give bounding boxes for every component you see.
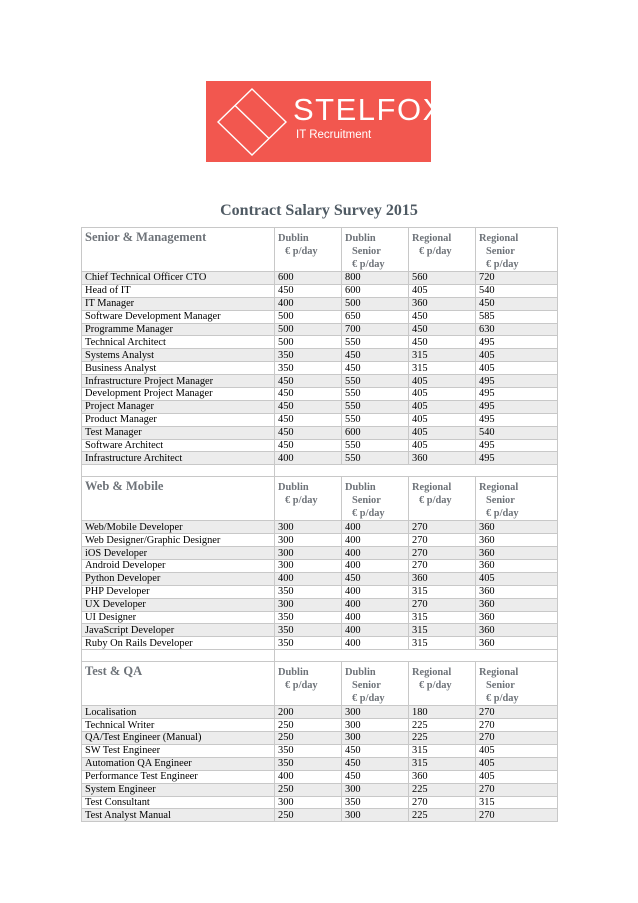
rate-dublin-senior: 300: [342, 732, 409, 745]
logo-tagline: IT Recruitment: [296, 129, 372, 141]
rate-dublin: 450: [275, 426, 342, 439]
column-header-line: Dublin: [345, 667, 376, 679]
role-name: Performance Test Engineer: [82, 770, 275, 783]
role-name: Test Consultant: [82, 796, 275, 809]
role-name: iOS Developer: [82, 547, 275, 560]
rate-regional: 360: [409, 770, 476, 783]
rate-regional-senior: 495: [476, 388, 558, 401]
rate-dublin: 250: [275, 783, 342, 796]
rate-dublin: 400: [275, 770, 342, 783]
column-header-line: Regional: [412, 233, 452, 244]
role-name: UX Developer: [82, 598, 275, 611]
rate-regional: 270: [409, 560, 476, 573]
column-header-regional-senior: [476, 662, 558, 706]
column-header-line: Dublin: [278, 482, 309, 494]
table-row: [82, 757, 558, 770]
rate-dublin: 200: [275, 706, 342, 719]
rate-dublin: 300: [275, 547, 342, 560]
rate-regional-senior: 360: [476, 521, 558, 534]
table-row: [82, 706, 558, 719]
rate-dublin-senior: 550: [342, 336, 409, 349]
role-name: JavaScript Developer: [82, 624, 275, 637]
table-row: [82, 637, 558, 650]
table-row: [82, 439, 558, 452]
role-name: Head of IT: [82, 284, 275, 297]
table-row: [82, 400, 558, 413]
column-header-line: € p/day: [352, 259, 385, 270]
table-row: [82, 375, 558, 388]
rate-dublin-senior: 700: [342, 323, 409, 336]
rate-dublin: 350: [275, 611, 342, 624]
rate-dublin-senior: 350: [342, 796, 409, 809]
role-name: Software Architect: [82, 439, 275, 452]
rate-dublin-senior: 300: [342, 783, 409, 796]
role-name: Software Development Manager: [82, 310, 275, 323]
rate-regional-senior: 540: [476, 284, 558, 297]
rate-dublin: 400: [275, 297, 342, 310]
rate-regional: 405: [409, 284, 476, 297]
rate-regional-senior: 495: [476, 439, 558, 452]
rate-dublin-senior: 400: [342, 598, 409, 611]
column-header-line: € p/day: [352, 508, 385, 520]
column-header-line: Regional: [412, 482, 452, 494]
role-name: System Engineer: [82, 783, 275, 796]
section-header-row: [82, 662, 558, 706]
rate-regional: 405: [409, 375, 476, 388]
table-row: [82, 809, 558, 822]
diamond-logo-icon: [216, 87, 288, 157]
rate-regional-senior: 720: [476, 272, 558, 285]
rate-regional-senior: 360: [476, 637, 558, 650]
rate-regional: 315: [409, 624, 476, 637]
rate-dublin: 450: [275, 413, 342, 426]
column-header-regional: [409, 662, 476, 706]
table-row: [82, 719, 558, 732]
rate-regional-senior: 405: [476, 572, 558, 585]
rate-regional-senior: 495: [476, 375, 558, 388]
rate-dublin-senior: 550: [342, 452, 409, 465]
table-row: [82, 611, 558, 624]
table-row: [82, 452, 558, 465]
rate-dublin: 300: [275, 560, 342, 573]
column-header-dublin: [275, 228, 342, 272]
logo-name: STELFOX: [293, 92, 445, 127]
rate-dublin: 250: [275, 732, 342, 745]
column-header-dublin: [275, 662, 342, 706]
table-row: [82, 534, 558, 547]
rate-dublin: 450: [275, 388, 342, 401]
column-header-line: Regional: [479, 482, 519, 494]
rate-dublin: 500: [275, 323, 342, 336]
rate-dublin-senior: 450: [342, 770, 409, 783]
rate-regional: 180: [409, 706, 476, 719]
section-title: Test & QA: [82, 662, 275, 706]
rate-dublin-senior: 450: [342, 757, 409, 770]
rate-regional-senior: 270: [476, 809, 558, 822]
column-header-regional: [409, 228, 476, 272]
column-header-dublin-senior: [342, 477, 409, 521]
role-name: Infrastructure Architect: [82, 452, 275, 465]
rate-dublin-senior: 400: [342, 534, 409, 547]
rate-regional-senior: 360: [476, 547, 558, 560]
role-name: SW Test Engineer: [82, 744, 275, 757]
column-header-line: Senior: [486, 246, 515, 257]
column-header-dublin-senior: [342, 662, 409, 706]
table-row: [82, 349, 558, 362]
rate-dublin: 250: [275, 809, 342, 822]
rate-regional: 405: [409, 439, 476, 452]
rate-regional: 315: [409, 349, 476, 362]
rate-dublin: 450: [275, 284, 342, 297]
rate-regional: 450: [409, 323, 476, 336]
rate-dublin: 350: [275, 624, 342, 637]
rate-regional: 405: [409, 426, 476, 439]
column-header-line: € p/day: [285, 246, 318, 257]
role-name: Android Developer: [82, 560, 275, 573]
role-name: Test Analyst Manual: [82, 809, 275, 822]
rate-dublin: 350: [275, 362, 342, 375]
rate-dublin: 350: [275, 349, 342, 362]
rate-regional-senior: 360: [476, 585, 558, 598]
table-row: [82, 770, 558, 783]
rate-regional: 450: [409, 336, 476, 349]
spacer-cell: [82, 650, 275, 662]
rate-regional: 315: [409, 637, 476, 650]
rate-regional-senior: 270: [476, 719, 558, 732]
column-header-line: € p/day: [419, 680, 452, 692]
rate-dublin: 300: [275, 521, 342, 534]
rate-dublin-senior: 300: [342, 719, 409, 732]
rate-dublin: 300: [275, 534, 342, 547]
rate-dublin-senior: 450: [342, 362, 409, 375]
rate-regional-senior: 360: [476, 598, 558, 611]
rate-regional-senior: 405: [476, 744, 558, 757]
rate-regional-senior: 405: [476, 757, 558, 770]
rate-regional: 315: [409, 757, 476, 770]
role-name: QA/Test Engineer (Manual): [82, 732, 275, 745]
role-name: IT Manager: [82, 297, 275, 310]
column-header-line: Senior: [352, 495, 381, 507]
column-header-line: € p/day: [352, 693, 385, 705]
rate-regional: 225: [409, 809, 476, 822]
column-header-line: Senior: [352, 680, 381, 692]
table-row: [82, 323, 558, 336]
rate-regional-senior: 495: [476, 400, 558, 413]
table-row: [82, 547, 558, 560]
rate-dublin-senior: 300: [342, 706, 409, 719]
rate-regional: 225: [409, 732, 476, 745]
table-row: [82, 732, 558, 745]
rate-regional: 315: [409, 362, 476, 375]
rate-dublin-senior: 400: [342, 521, 409, 534]
table-row: [82, 744, 558, 757]
role-name: Business Analyst: [82, 362, 275, 375]
rate-dublin: 500: [275, 310, 342, 323]
role-name: Systems Analyst: [82, 349, 275, 362]
table-row: [82, 362, 558, 375]
role-name: Technical Writer: [82, 719, 275, 732]
role-name: Web Designer/Graphic Designer: [82, 534, 275, 547]
table-row: [82, 284, 558, 297]
rate-regional: 450: [409, 310, 476, 323]
rate-dublin: 400: [275, 452, 342, 465]
rate-regional-senior: 270: [476, 706, 558, 719]
rate-regional: 270: [409, 547, 476, 560]
role-name: Test Manager: [82, 426, 275, 439]
rate-regional: 315: [409, 744, 476, 757]
column-header-line: € p/day: [486, 259, 519, 270]
column-header-dublin-senior: [342, 228, 409, 272]
rate-regional: 360: [409, 297, 476, 310]
rate-dublin-senior: 550: [342, 400, 409, 413]
column-header-line: Regional: [479, 233, 519, 244]
rate-regional: 360: [409, 452, 476, 465]
rate-dublin: 450: [275, 400, 342, 413]
table-row: [82, 426, 558, 439]
rate-regional-senior: 405: [476, 349, 558, 362]
rate-dublin: 350: [275, 585, 342, 598]
table-row: [82, 272, 558, 285]
rate-dublin-senior: 600: [342, 426, 409, 439]
role-name: Technical Architect: [82, 336, 275, 349]
table-row: [82, 572, 558, 585]
table-row: [82, 413, 558, 426]
rate-dublin: 350: [275, 757, 342, 770]
rate-regional-senior: 270: [476, 783, 558, 796]
salary-table: [81, 227, 558, 822]
rate-dublin-senior: 450: [342, 744, 409, 757]
rate-regional: 270: [409, 598, 476, 611]
rate-regional-senior: 360: [476, 624, 558, 637]
rate-regional-senior: 360: [476, 534, 558, 547]
rate-dublin-senior: 600: [342, 284, 409, 297]
rate-regional: 270: [409, 521, 476, 534]
stelfox-logo: [206, 81, 445, 162]
role-name: Localisation: [82, 706, 275, 719]
table-row: [82, 310, 558, 323]
rate-dublin-senior: 550: [342, 439, 409, 452]
rate-regional: 405: [409, 413, 476, 426]
rate-dublin: 350: [275, 744, 342, 757]
table-row: [82, 585, 558, 598]
column-header-line: Senior: [486, 495, 515, 507]
role-name: Automation QA Engineer: [82, 757, 275, 770]
rate-dublin: 450: [275, 439, 342, 452]
column-header-line: € p/day: [285, 680, 318, 692]
rate-dublin-senior: 400: [342, 585, 409, 598]
rate-dublin: 300: [275, 598, 342, 611]
rate-dublin-senior: 400: [342, 611, 409, 624]
rate-dublin-senior: 400: [342, 560, 409, 573]
rate-dublin-senior: 550: [342, 413, 409, 426]
rate-regional-senior: 270: [476, 732, 558, 745]
rate-dublin: 500: [275, 336, 342, 349]
rate-dublin-senior: 400: [342, 547, 409, 560]
column-header-dublin: [275, 477, 342, 521]
role-name: Infrastructure Project Manager: [82, 375, 275, 388]
role-name: Python Developer: [82, 572, 275, 585]
column-header-line: Dublin: [278, 667, 309, 679]
page-title: Contract Salary Survey 2015: [220, 202, 418, 219]
column-header-line: € p/day: [486, 693, 519, 705]
rate-regional-senior: 450: [476, 297, 558, 310]
column-header-regional-senior: [476, 228, 558, 272]
column-header-regional: [409, 477, 476, 521]
table-row: [82, 598, 558, 611]
rate-dublin-senior: 450: [342, 572, 409, 585]
section-title: Web & Mobile: [82, 477, 275, 521]
role-name: PHP Developer: [82, 585, 275, 598]
rate-regional: 315: [409, 611, 476, 624]
table-row: [82, 560, 558, 573]
role-name: Project Manager: [82, 400, 275, 413]
role-name: UI Designer: [82, 611, 275, 624]
rate-regional: 270: [409, 534, 476, 547]
column-header-line: Senior: [352, 246, 381, 257]
rate-dublin: 350: [275, 637, 342, 650]
column-header-line: Regional: [412, 667, 452, 679]
section-title: Senior & Management: [82, 228, 275, 272]
rate-regional: 560: [409, 272, 476, 285]
rate-dublin-senior: 450: [342, 349, 409, 362]
table-row: [82, 521, 558, 534]
column-header-line: € p/day: [285, 495, 318, 507]
rate-regional-senior: 540: [476, 426, 558, 439]
column-header-line: Dublin: [278, 233, 309, 244]
rate-regional-senior: 495: [476, 336, 558, 349]
rate-regional-senior: 360: [476, 611, 558, 624]
role-name: Programme Manager: [82, 323, 275, 336]
column-header-line: € p/day: [419, 495, 452, 507]
column-header-regional-senior: [476, 477, 558, 521]
column-header-line: Dublin: [345, 482, 376, 494]
rate-regional: 405: [409, 388, 476, 401]
rate-regional-senior: 405: [476, 770, 558, 783]
spacer-cell: [275, 650, 558, 662]
rate-regional-senior: 630: [476, 323, 558, 336]
rate-dublin-senior: 650: [342, 310, 409, 323]
column-header-line: € p/day: [419, 246, 452, 257]
table-row: [82, 297, 558, 310]
rate-regional: 270: [409, 796, 476, 809]
spacer-cell: [275, 465, 558, 477]
table-row: [82, 796, 558, 809]
rate-regional: 225: [409, 783, 476, 796]
rate-dublin: 400: [275, 572, 342, 585]
rate-dublin: 450: [275, 375, 342, 388]
role-name: Ruby On Rails Developer: [82, 637, 275, 650]
rate-dublin-senior: 400: [342, 624, 409, 637]
rate-regional: 315: [409, 585, 476, 598]
section-spacer: [82, 650, 558, 662]
rate-dublin-senior: 300: [342, 809, 409, 822]
table-row: [82, 624, 558, 637]
spacer-cell: [82, 465, 275, 477]
rate-regional-senior: 495: [476, 413, 558, 426]
column-header-line: € p/day: [486, 508, 519, 520]
role-name: Web/Mobile Developer: [82, 521, 275, 534]
role-name: Development Project Manager: [82, 388, 275, 401]
rate-dublin-senior: 500: [342, 297, 409, 310]
rate-dublin-senior: 400: [342, 637, 409, 650]
rate-regional-senior: 585: [476, 310, 558, 323]
table-row: [82, 336, 558, 349]
rate-dublin: 300: [275, 796, 342, 809]
section-spacer: [82, 465, 558, 477]
rate-dublin: 600: [275, 272, 342, 285]
rate-regional-senior: 495: [476, 452, 558, 465]
rate-dublin-senior: 800: [342, 272, 409, 285]
rate-regional: 405: [409, 400, 476, 413]
rate-regional: 360: [409, 572, 476, 585]
column-header-line: Regional: [479, 667, 519, 679]
column-header-line: Dublin: [345, 233, 376, 244]
section-header-row: [82, 228, 558, 272]
rate-dublin-senior: 550: [342, 388, 409, 401]
table-row: [82, 783, 558, 796]
rate-regional-senior: 315: [476, 796, 558, 809]
role-name: Product Manager: [82, 413, 275, 426]
rate-regional-senior: 405: [476, 362, 558, 375]
rate-regional-senior: 360: [476, 560, 558, 573]
role-name: Chief Technical Officer CTO: [82, 272, 275, 285]
rate-regional: 225: [409, 719, 476, 732]
rate-dublin: 250: [275, 719, 342, 732]
column-header-line: Senior: [486, 680, 515, 692]
table-row: [82, 388, 558, 401]
section-header-row: [82, 477, 558, 521]
rate-dublin-senior: 550: [342, 375, 409, 388]
